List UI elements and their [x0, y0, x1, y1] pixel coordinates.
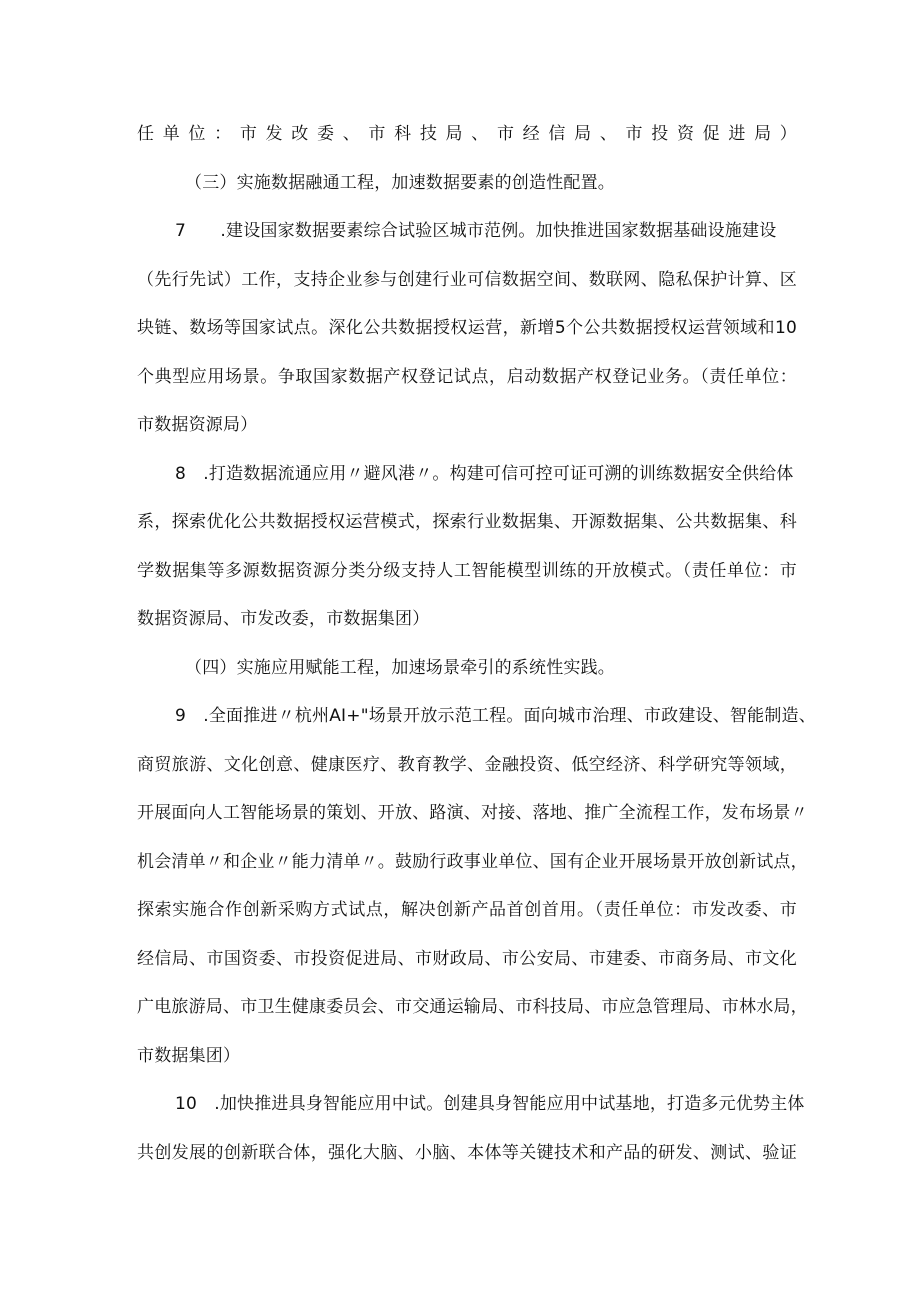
text-line: 广电旅游局、市卫生健康委员会、市交通运输局、市科技局、市应急管理局、市林水局，	[137, 997, 808, 1017]
item-9-title-line: 9 .全面推进〃杭州AI+"场景开放示范工程。面向城市治理、市政建设、智能制造、	[175, 706, 816, 726]
text-line: 系，探索优化公共数据授权运营模式，探索行业数据集、开源数据集、公共数据集、科	[137, 512, 797, 532]
item-10-title-line: 10 .加快推进具身智能应用中试。创建具身智能应用中试基地，打造多元优势主体	[175, 1094, 805, 1114]
text-line: 市数据资源局）	[137, 415, 258, 435]
text-line: 学数据集等多源数据资源分类分级支持人工智能模型训练的开放模式。（责任单位：市	[137, 561, 797, 581]
text-line: 数据资源局、市发改委，市数据集团）	[137, 609, 430, 629]
text-line: 个典型应用场景。争取国家数据产权登记试点，启动数据产权登记业务。（责任单位：	[137, 367, 797, 387]
text-line: 经信局、市国资委、市投资促进局、市财政局、市公安局、市建委、市商务局、市文化	[137, 949, 797, 969]
item-8-title-line: 8 .打造数据流通应用〃避风港〃。构建可信可控可证可溯的训练数据安全供给体	[175, 464, 794, 484]
text-line: 开展面向人工智能场景的策划、开放、路演、对接、落地、推广全流程工作，发布场景〃	[137, 803, 808, 823]
text-line: 市数据集团）	[137, 1046, 241, 1066]
text-line: 块链、数场等国家试点。深化公共数据授权运营，新增5个公共数据授权运营领域和10	[137, 318, 797, 338]
text-line: （先行先试）工作，支持企业参与创建行业可信数据空间、数联网、隐私保护计算、区	[137, 270, 797, 290]
text-line: 任单位：市发改委、市科技局、市经信局、市投资促进局）	[137, 124, 797, 144]
item-7-title-line: 7 .建设国家数据要素综合试验区城市范例。加快推进国家数据基础设施建设	[175, 221, 777, 241]
text-line: 商贸旅游、文化创意、健康医疗、教育教学、金融投资、低空经济、科学研究等领域，	[137, 755, 797, 775]
section-heading-4: （四）实施应用赋能工程，加速场景牵引的系统性实践。	[185, 658, 615, 678]
section-heading-3: （三）实施数据融通工程，加速数据要素的创造性配置。	[185, 173, 615, 193]
text-line: 共创发展的创新联合体，强化大脑、小脑、本体等关键技术和产品的研发、测试、验证	[137, 1143, 797, 1163]
text-line: 探索实施合作创新采购方式试点，解决创新产品首创首用。（责任单位：市发改委、市	[137, 900, 797, 920]
text-line: 机会清单〃和企业〃能力清单〃。鼓励行政事业单位、国有企业开展场景开放创新试点，	[137, 852, 808, 872]
